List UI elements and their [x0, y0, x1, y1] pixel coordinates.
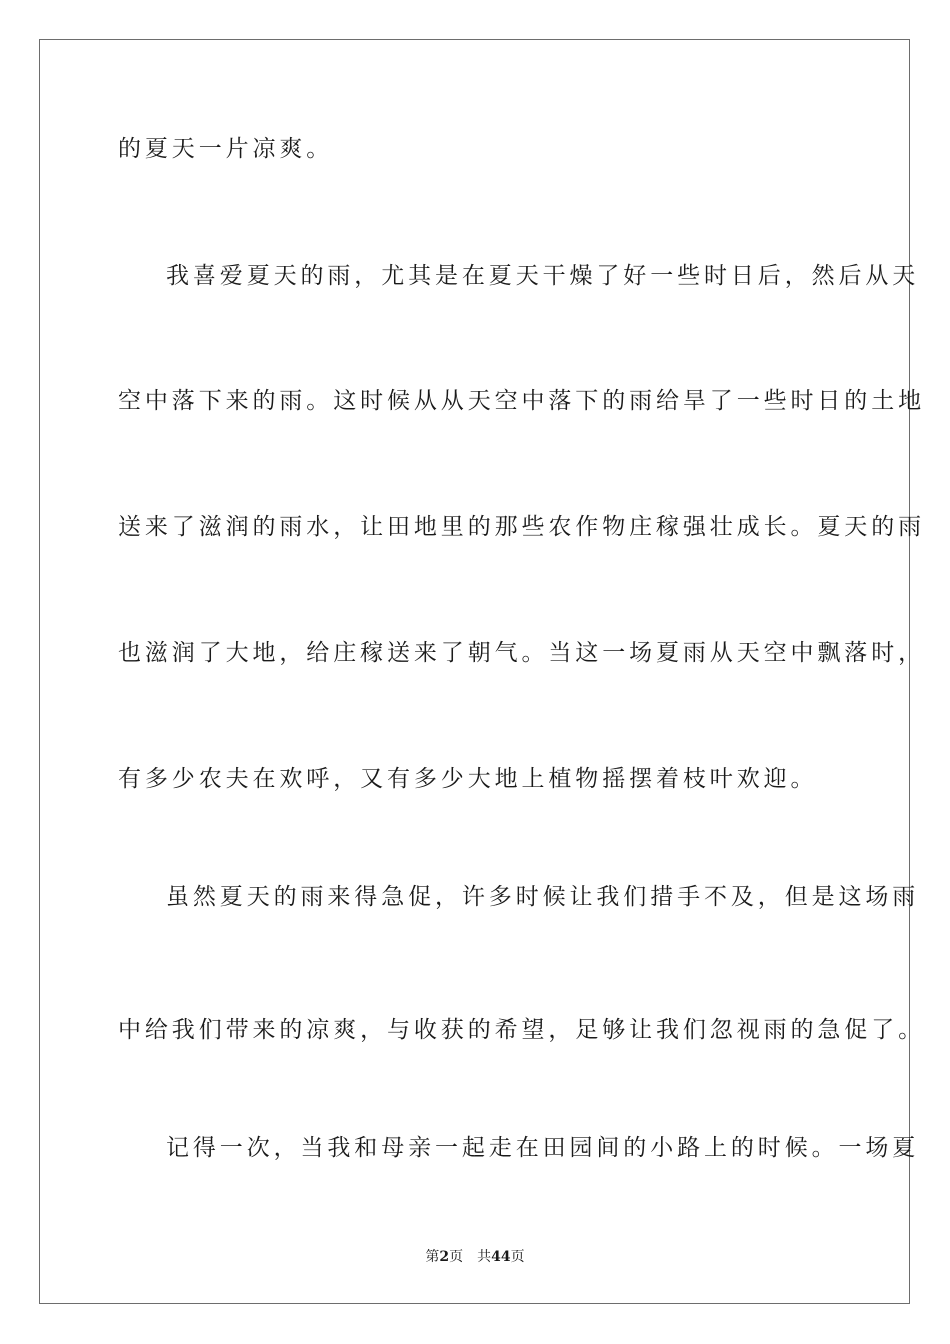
page-number: 2 [439, 1249, 450, 1265]
text-line-2: 我喜爱夏天的雨，尤其是在夏天干燥了好一些时日后，然后从天 [166, 263, 920, 289]
text-line-4: 送来了滋润的雨水，让田地里的那些农作物庄稼强壮成长。夏天的雨 [118, 514, 925, 540]
page-border [39, 39, 925, 1304]
text-line-8: 中给我们带来的凉爽，与收获的希望，足够让我们忽视雨的急促了。 [118, 1017, 925, 1043]
page-footer [0, 1248, 950, 1266]
total-pages: 44 [491, 1249, 511, 1265]
text-line-3: 空中落下来的雨。这时候从从天空中落下的雨给旱了一些时日的土地 [118, 388, 925, 414]
total-suffix: 页 [510, 1249, 525, 1265]
text-line-7: 虽然夏天的雨来得急促，许多时候让我们措手不及，但是这场雨 [166, 884, 920, 910]
total-prefix: 共 [477, 1249, 492, 1265]
text-line-6: 有多少农夫在欢呼，又有多少大地上植物摇摆着枝叶欢迎。 [118, 766, 818, 792]
text-line-1: 的夏天一片凉爽。 [118, 136, 334, 162]
page-prefix: 第 [425, 1249, 440, 1265]
page-suffix: 页 [449, 1249, 464, 1265]
text-line-5: 也滋润了大地，给庄稼送来了朝气。当这一场夏雨从天空中飘落时， [118, 640, 925, 666]
text-line-9: 记得一次，当我和母亲一起走在田园间的小路上的时候。一场夏 [166, 1135, 920, 1161]
